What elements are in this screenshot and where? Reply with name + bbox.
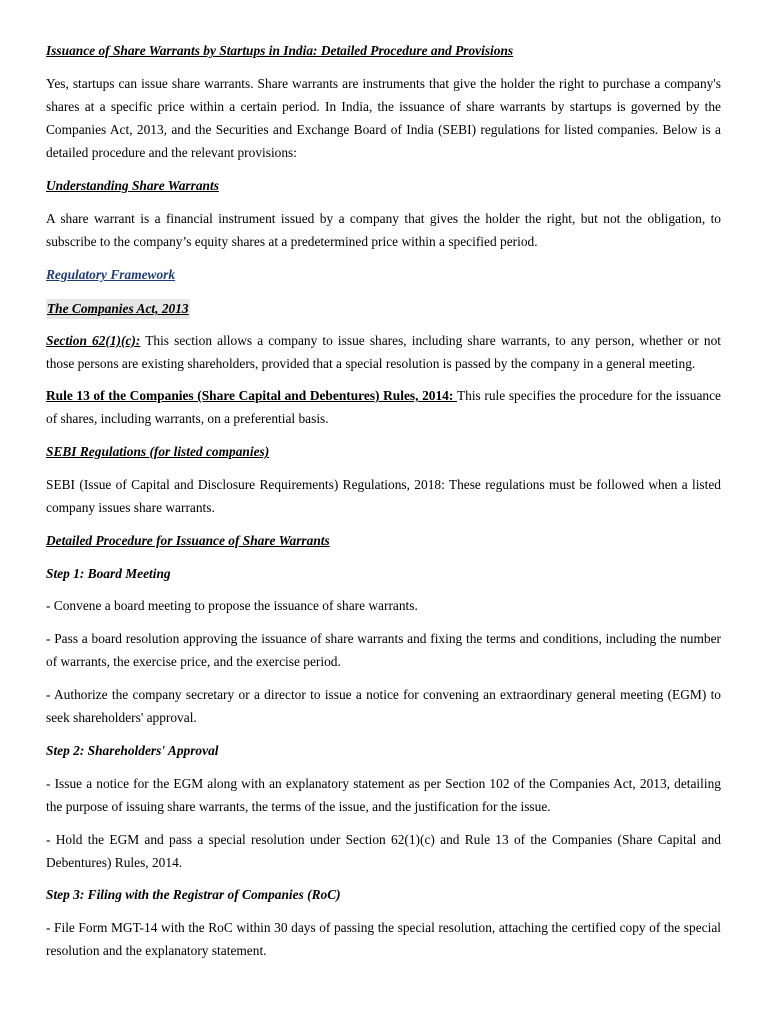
section62-text: This section allows a company to issue shares, including share warrants, to any person, whether or not those persons are existing shareholders, provided that a special resolution is passed by the company in a general meeting.: [46, 333, 721, 371]
understanding-heading: Understanding Share Warrants: [46, 178, 219, 193]
section62-lead: Section 62(1)(c):: [46, 333, 141, 348]
list-item: - Pass a board resolution approving the issuance of share warrants and fixing the terms and conditions, including the number of warrants, the exercise price, and the exercise period.: [46, 631, 721, 669]
list-item: - File Form MGT-14 with the RoC within 30 days of passing the special resolution, attaching the certified copy of the special resolution and the explanatory statement.: [46, 920, 721, 958]
list-item: - Issue a notice for the EGM along with an explanatory statement as per Section 102 of the Companies Act, 2013, detailing the purpose of issuing share warrants, the terms of the issue, and the justification for the issue.: [46, 776, 721, 814]
list-item: - Convene a board meeting to propose the issuance of share warrants.: [46, 598, 418, 613]
companies-act-heading: The Companies Act, 2013: [46, 299, 190, 319]
sebi-heading: SEBI Regulations (for listed companies): [46, 444, 270, 459]
list-item: - Authorize the company secretary or a director to issue a notice for convening an extraordinary general meeting (EGM) to seek shareholders' approval.: [46, 687, 721, 725]
list-item: - Hold the EGM and pass a special resolution under Section 62(1)(c) and Rule 13 of the Companies (Share Capital and Debentures) Rules, 2014.: [46, 832, 721, 870]
step3-heading: Step 3: Filing with the Registrar of Companies (RoC): [46, 887, 341, 902]
rule13-text: This rule specifies the procedure for the issuance of shares, including warrants, on a preferential basis.: [46, 388, 721, 426]
rule13-lead: Rule 13 of the Companies (Share Capital and Debentures) Rules, 2014:: [46, 388, 457, 403]
sebi-paragraph: SEBI (Issue of Capital and Disclosure Requirements) Regulations, 2018: These regulations must be followed when a listed company issues share warrants.: [46, 477, 721, 515]
step2-heading: Step 2: Shareholders' Approval: [46, 743, 219, 758]
companies-act-heading-line: [46, 297, 721, 320]
understanding-paragraph: A share warrant is a financial instrument issued by a company that gives the holder the right, but not the obligation, to subscribe to the company’s equity shares at a predetermined price within a specified period.: [46, 211, 721, 249]
rule13-paragraph: [46, 384, 721, 430]
section62-paragraph: [46, 329, 721, 375]
procedure-heading: Detailed Procedure for Issuance of Share Warrants: [46, 533, 330, 548]
document-title: Issuance of Share Warrants by Startups in India: Detailed Procedure and Provisions: [46, 43, 514, 58]
intro-paragraph: Yes, startups can issue share warrants. Share warrants are instruments that give the holder the right to purchase a company's shares at a specific price within a certain period. In India, the issuance of share warrants by startups is governed by the Companies Act, 2013, and the Securities and Exchange Board of India (SEBI) regulations for listed companies. Below is a detailed procedure and the relevant provisions:: [46, 76, 721, 160]
regulatory-heading: Regulatory Framework: [46, 267, 176, 282]
step1-heading: Step 1: Board Meeting: [46, 566, 171, 581]
